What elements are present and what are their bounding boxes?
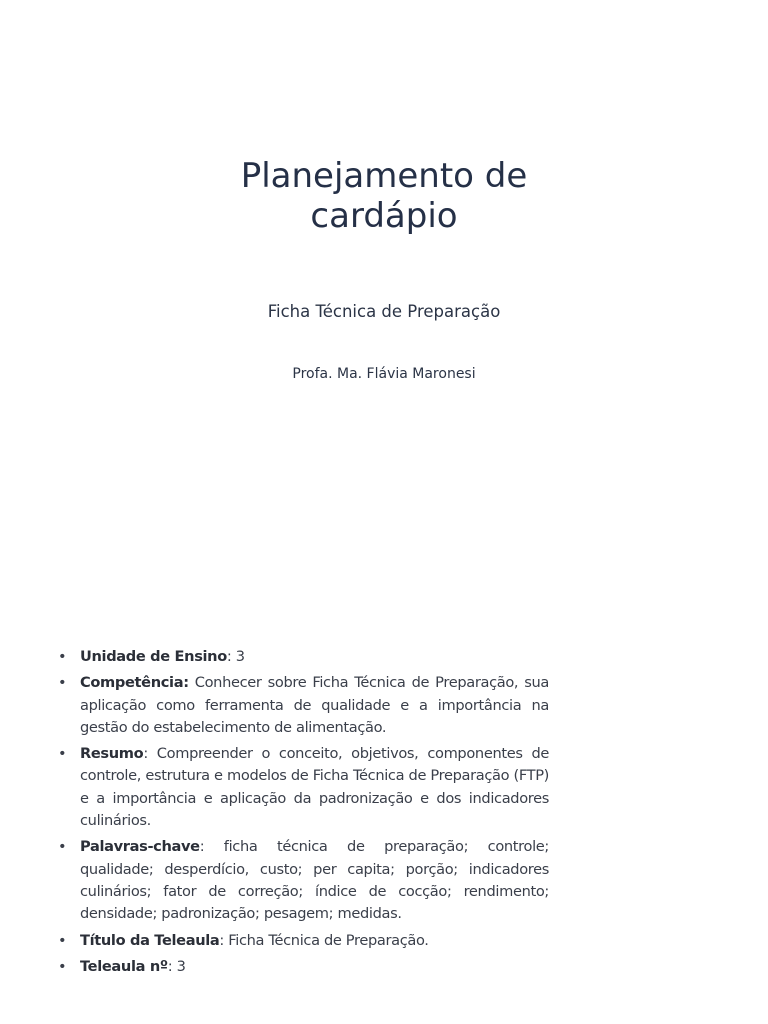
info-item-competencia bbox=[58, 672, 549, 739]
info-text: 3 bbox=[176, 957, 186, 975]
info-separator: : bbox=[219, 931, 229, 949]
info-label: Resumo bbox=[80, 745, 144, 763]
info-item-teleaula-numero bbox=[58, 956, 549, 978]
author-name: Profa. Ma. Flávia Maronesi bbox=[292, 366, 476, 382]
info-text: Compreender o conceito, objetivos, componentes de controle, estrutura e modelos de Ficha Técnica de Preparação (FTP) e a importância e aplicação da padronização e dos indicadores culinários. bbox=[80, 745, 549, 830]
info-label: Teleaula nº bbox=[80, 957, 168, 975]
info-label: Competência: bbox=[80, 674, 189, 692]
info-item-unidade-de-ensino bbox=[58, 646, 549, 668]
bullet-icon: • bbox=[58, 957, 67, 975]
info-text: ficha técnica de preparação; controle; qualidade; desperdício, custo; per capita; porção; indicadores culinários; fator de correção; índice de cocção; rendimento; densidade; padronização; pesagem; medidas. bbox=[80, 838, 549, 923]
info-separator: : bbox=[143, 745, 157, 763]
bullet-icon: • bbox=[58, 745, 67, 763]
info-label: Título da Teleaula bbox=[80, 931, 220, 949]
info-separator: : bbox=[167, 957, 177, 975]
page-title-line-1: Planejamento de bbox=[240, 156, 528, 196]
info-item-titulo-da-teleaula bbox=[58, 930, 549, 952]
info-separator: : bbox=[226, 648, 236, 665]
info-text: Ficha Técnica de Preparação. bbox=[228, 931, 429, 949]
info-item-resumo bbox=[58, 743, 549, 832]
page-subtitle: Ficha Técnica de Preparação bbox=[267, 302, 501, 321]
info-text: 3 bbox=[235, 648, 245, 665]
bullet-icon: • bbox=[58, 648, 67, 665]
info-list bbox=[58, 646, 549, 982]
bullet-icon: • bbox=[58, 674, 67, 692]
bullet-icon: • bbox=[58, 931, 67, 949]
info-label: Unidade de Ensino bbox=[80, 648, 227, 665]
info-item-palavras-chave bbox=[58, 836, 549, 925]
page-title-line-2: cardápio bbox=[310, 196, 458, 236]
info-text: Conhecer sobre Ficha Técnica de Preparação, sua aplicação como ferramenta de qualidade e a importância na gestão do estabelecimento de alimentação. bbox=[80, 674, 550, 736]
page-title bbox=[0, 156, 768, 236]
info-label: Palavras-chave bbox=[80, 838, 200, 856]
bullet-icon: • bbox=[58, 838, 67, 856]
info-separator: : bbox=[199, 838, 224, 856]
